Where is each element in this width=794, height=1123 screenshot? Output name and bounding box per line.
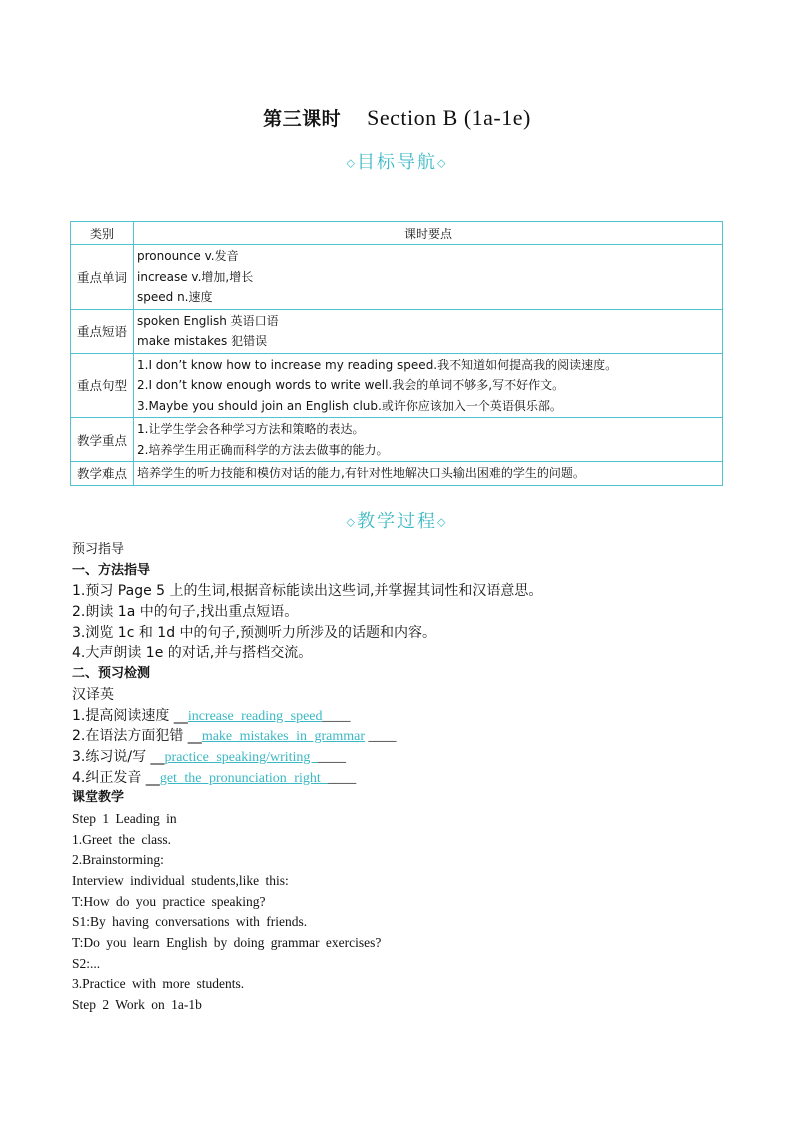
- row-category: 重点短语: [71, 309, 134, 353]
- classroom-line: Interview individual students,like this:: [72, 873, 289, 888]
- classroom-line: S2:...: [72, 955, 101, 971]
- exercise-answer: get the pronunciation right: [159, 770, 329, 786]
- key-points-table: [70, 221, 723, 486]
- classroom-line: 3.Practice with more students.: [72, 976, 245, 992]
- exercise-blank: ____: [322, 708, 351, 724]
- diamond-icon: ◇: [346, 515, 357, 529]
- exercise-blank: ____: [328, 770, 357, 786]
- page-title: [0, 104, 794, 131]
- exercise-prompt: 3.练习说/写 __: [72, 748, 165, 765]
- classroom-line: Step 1 Leading in: [72, 810, 177, 826]
- check-heading: 二、预习检测: [72, 666, 151, 682]
- classroom-line: S1:By having conversations with friends.: [72, 914, 308, 930]
- table-row: [71, 418, 723, 462]
- exercise-prompt: 2.在语法方面犯错 __: [72, 728, 202, 745]
- classroom-line: T:How do you practice speaking?: [72, 893, 266, 909]
- diamond-icon: ◇: [437, 156, 448, 170]
- row-content: [134, 245, 723, 310]
- header-category: 类别: [71, 222, 134, 245]
- method-item: 2.朗读 1a 中的句子,找出重点短语。: [72, 604, 299, 621]
- classroom-line: T:Do you learn English by doing grammar exercises?: [72, 935, 382, 951]
- content-line: speed n.速度: [137, 290, 213, 304]
- method-item: 1.预习 Page 5 上的生词,根据音标能读出这些词,并掌握其词性和汉语意思。: [72, 583, 543, 600]
- lesson-number: 第三课时: [263, 108, 342, 130]
- table-header-row: [71, 222, 723, 245]
- exercise-item: [72, 726, 732, 747]
- table-row: [71, 245, 723, 310]
- banner-objectives: [0, 148, 794, 174]
- classroom-line: Step 2 Work on 1a-1b: [72, 997, 202, 1013]
- content-line: 培养学生的听力技能和模仿对话的能力,有针对性地解决口头输出困难的学生的问题。: [137, 466, 585, 480]
- content-line: 2.培养学生用正确而科学的方法去做事的能力。: [137, 442, 389, 457]
- table-row: [71, 462, 723, 486]
- row-category: 重点单词: [71, 245, 134, 310]
- exercise-item: [72, 706, 732, 727]
- method-item: 3.浏览 1c 和 1d 中的句子,预测听力所涉及的话题和内容。: [72, 624, 437, 641]
- row-content: [134, 353, 723, 418]
- table-row: [71, 309, 723, 353]
- exercise-prompt: 4.纠正发音 __: [72, 769, 160, 786]
- exercise-blank: ____: [317, 749, 346, 765]
- diamond-icon: ◇: [437, 515, 448, 529]
- header-points: 课时要点: [134, 222, 723, 245]
- banner-process-text: 教学过程: [357, 511, 437, 532]
- exercise-item: [72, 768, 732, 789]
- banner-process: [0, 507, 794, 533]
- preview-heading: 预习指导: [72, 542, 125, 557]
- content-line: 1.I don’t know how to increase my reading speed.我不知道如何提高我的阅读速度。: [137, 357, 618, 372]
- translate-heading: 汉译英: [72, 686, 114, 703]
- classroom-line: 2.Brainstorming:: [72, 852, 164, 868]
- row-content: [134, 462, 723, 486]
- classroom-line: 1.Greet the class.: [72, 831, 171, 847]
- content-line: 3.Maybe you should join an English club.或许你应该加入一个英语俱乐部。: [137, 398, 562, 413]
- exercise-prompt: 1.提高阅读速度 __: [72, 707, 188, 724]
- exercise-answer: increase reading speed: [187, 708, 323, 724]
- exercise-item: [72, 747, 732, 768]
- content-line: increase v.增加,增长: [137, 269, 254, 284]
- banner-objectives-text: 目标导航: [357, 152, 437, 173]
- classroom-heading: 课堂教学: [72, 790, 125, 806]
- row-category: 教学重点: [71, 418, 134, 462]
- row-content: [134, 309, 723, 353]
- section-title: Section B (1a-1e): [367, 105, 531, 130]
- content-line: spoken English 英语口语: [137, 313, 279, 328]
- row-content: [134, 418, 723, 462]
- row-category: 重点句型: [71, 353, 134, 418]
- content-line: 1.让学生学会各种学习方法和策略的表达。: [137, 422, 365, 436]
- table-row: [71, 353, 723, 418]
- exercise-answer: practice speaking/writing: [164, 749, 318, 765]
- method-item: 4.大声朗读 1e 的对话,并与搭档交流。: [72, 645, 313, 662]
- row-category: 教学难点: [71, 462, 134, 486]
- content-line: pronounce v.发音: [137, 249, 239, 263]
- diamond-icon: ◇: [346, 156, 357, 170]
- content-line: make mistakes 犯错误: [137, 334, 268, 348]
- method-heading: 一、方法指导: [72, 562, 151, 578]
- exercise-blank: ____: [365, 729, 397, 745]
- content-line: 2.I don’t know enough words to write well.我会的单词不够多,写不好作文。: [137, 378, 565, 392]
- exercise-answer: make mistakes in grammar: [201, 729, 366, 745]
- lesson-body: [72, 540, 732, 1016]
